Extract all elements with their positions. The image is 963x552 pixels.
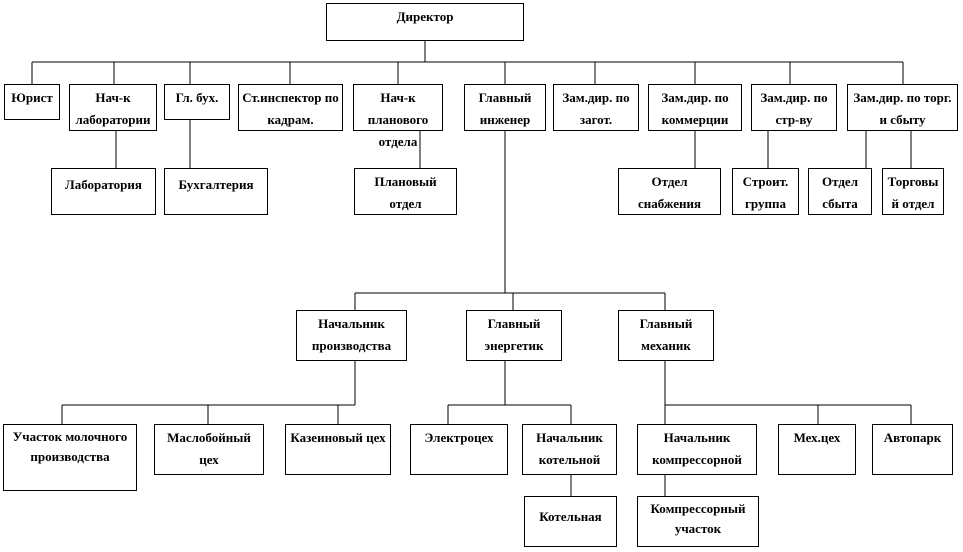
node-chief-engineer: Главный инженер (464, 84, 546, 131)
node-milk-section: Участок молочного производства (3, 424, 137, 491)
node-director: Директор (326, 3, 524, 41)
node-supply-dept: Отдел снабжения (618, 168, 721, 215)
node-casein-shop: Казеиновый цех (285, 424, 391, 475)
node-compressor-head: Начальник компрессорной (637, 424, 757, 475)
node-production-head: Начальник производства (296, 310, 407, 361)
node-butter-shop: Маслобойный цех (154, 424, 264, 475)
node-chief-power-engineer: Главный энергетик (466, 310, 562, 361)
node-compressor-section: Компрессорный участок (637, 496, 759, 547)
node-deputy-trade: Зам.дир. по торг. и сбыту (847, 84, 958, 131)
node-sales-dept: Отдел сбыта (808, 168, 872, 215)
node-chief-accountant: Гл. бух. (164, 84, 230, 120)
node-planning-dept: Плановый отдел (354, 168, 457, 215)
node-construction-group: Строит. группа (732, 168, 799, 215)
node-mech-shop: Мех.цех (778, 424, 856, 475)
node-boiler-head: Начальник котельной (522, 424, 617, 475)
node-deputy-procurement: Зам.дир. по загот. (553, 84, 639, 131)
node-hr-inspector: Ст.инспектор по кадрам. (238, 84, 343, 131)
node-boiler-house: Котельная (524, 496, 617, 547)
node-accounting: Бухгалтерия (164, 168, 268, 215)
node-laboratory: Лаборатория (51, 168, 156, 215)
node-chief-mechanic: Главный механик (618, 310, 714, 361)
node-planning-head: Нач-к планового отдела (353, 84, 443, 131)
node-jurist: Юрист (4, 84, 60, 120)
node-motor-pool: Автопарк (872, 424, 953, 475)
node-electric-shop: Электроцех (410, 424, 508, 475)
node-deputy-construction: Зам.дир. по стр-ву (751, 84, 837, 131)
node-trade-dept: Торговый отдел (882, 168, 944, 215)
node-lab-head: Нач-к лаборатории (69, 84, 157, 131)
node-deputy-commerce: Зам.дир. по коммерции (648, 84, 742, 131)
